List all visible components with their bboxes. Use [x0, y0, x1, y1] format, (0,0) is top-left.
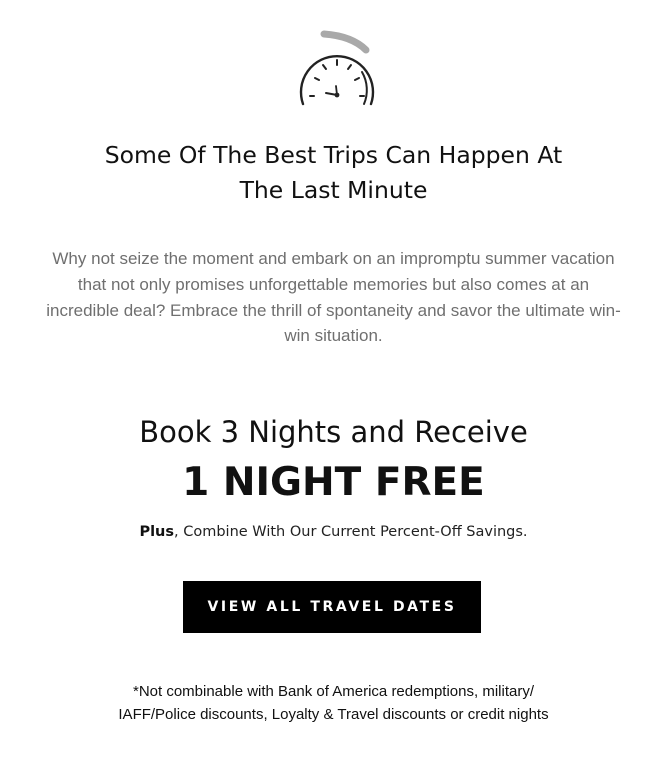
offer-subtext — [0, 520, 667, 544]
headline-line-2: The Last Minute — [239, 176, 428, 204]
icon-container — [0, 26, 667, 108]
offer-plus-text: , Combine With Our Current Percent-Off Savings. — [174, 524, 528, 540]
intro-paragraph: Why not seize the moment and embark on an impromptu summer vacation that not only promises unforgettable memories but also comes at an incredible deal? Embrace the thrill of spontaneity and savor the ultimate win-win situation. — [46, 249, 621, 346]
offer-headline: 1 NIGHT FREE — [182, 460, 485, 505]
view-all-travel-dates-button[interactable]: VIEW ALL TRAVEL DATES — [183, 581, 481, 633]
disclaimer-line-1: *Not combinable with Bank of America redemptions, military/ — [132, 683, 534, 700]
offer-intro-text: Book 3 Nights and Receive — [139, 415, 528, 449]
offer-plus-label: Plus — [139, 524, 175, 540]
disclaimer-line-2: IAFF/Police discounts, Loyalty & Travel discounts or credit nights — [118, 705, 549, 723]
headline-line-1: Some Of The Best Trips Can Happen At — [104, 141, 563, 169]
stopwatch-icon — [284, 26, 384, 108]
disclaimer — [90, 681, 577, 726]
headline — [80, 138, 587, 208]
